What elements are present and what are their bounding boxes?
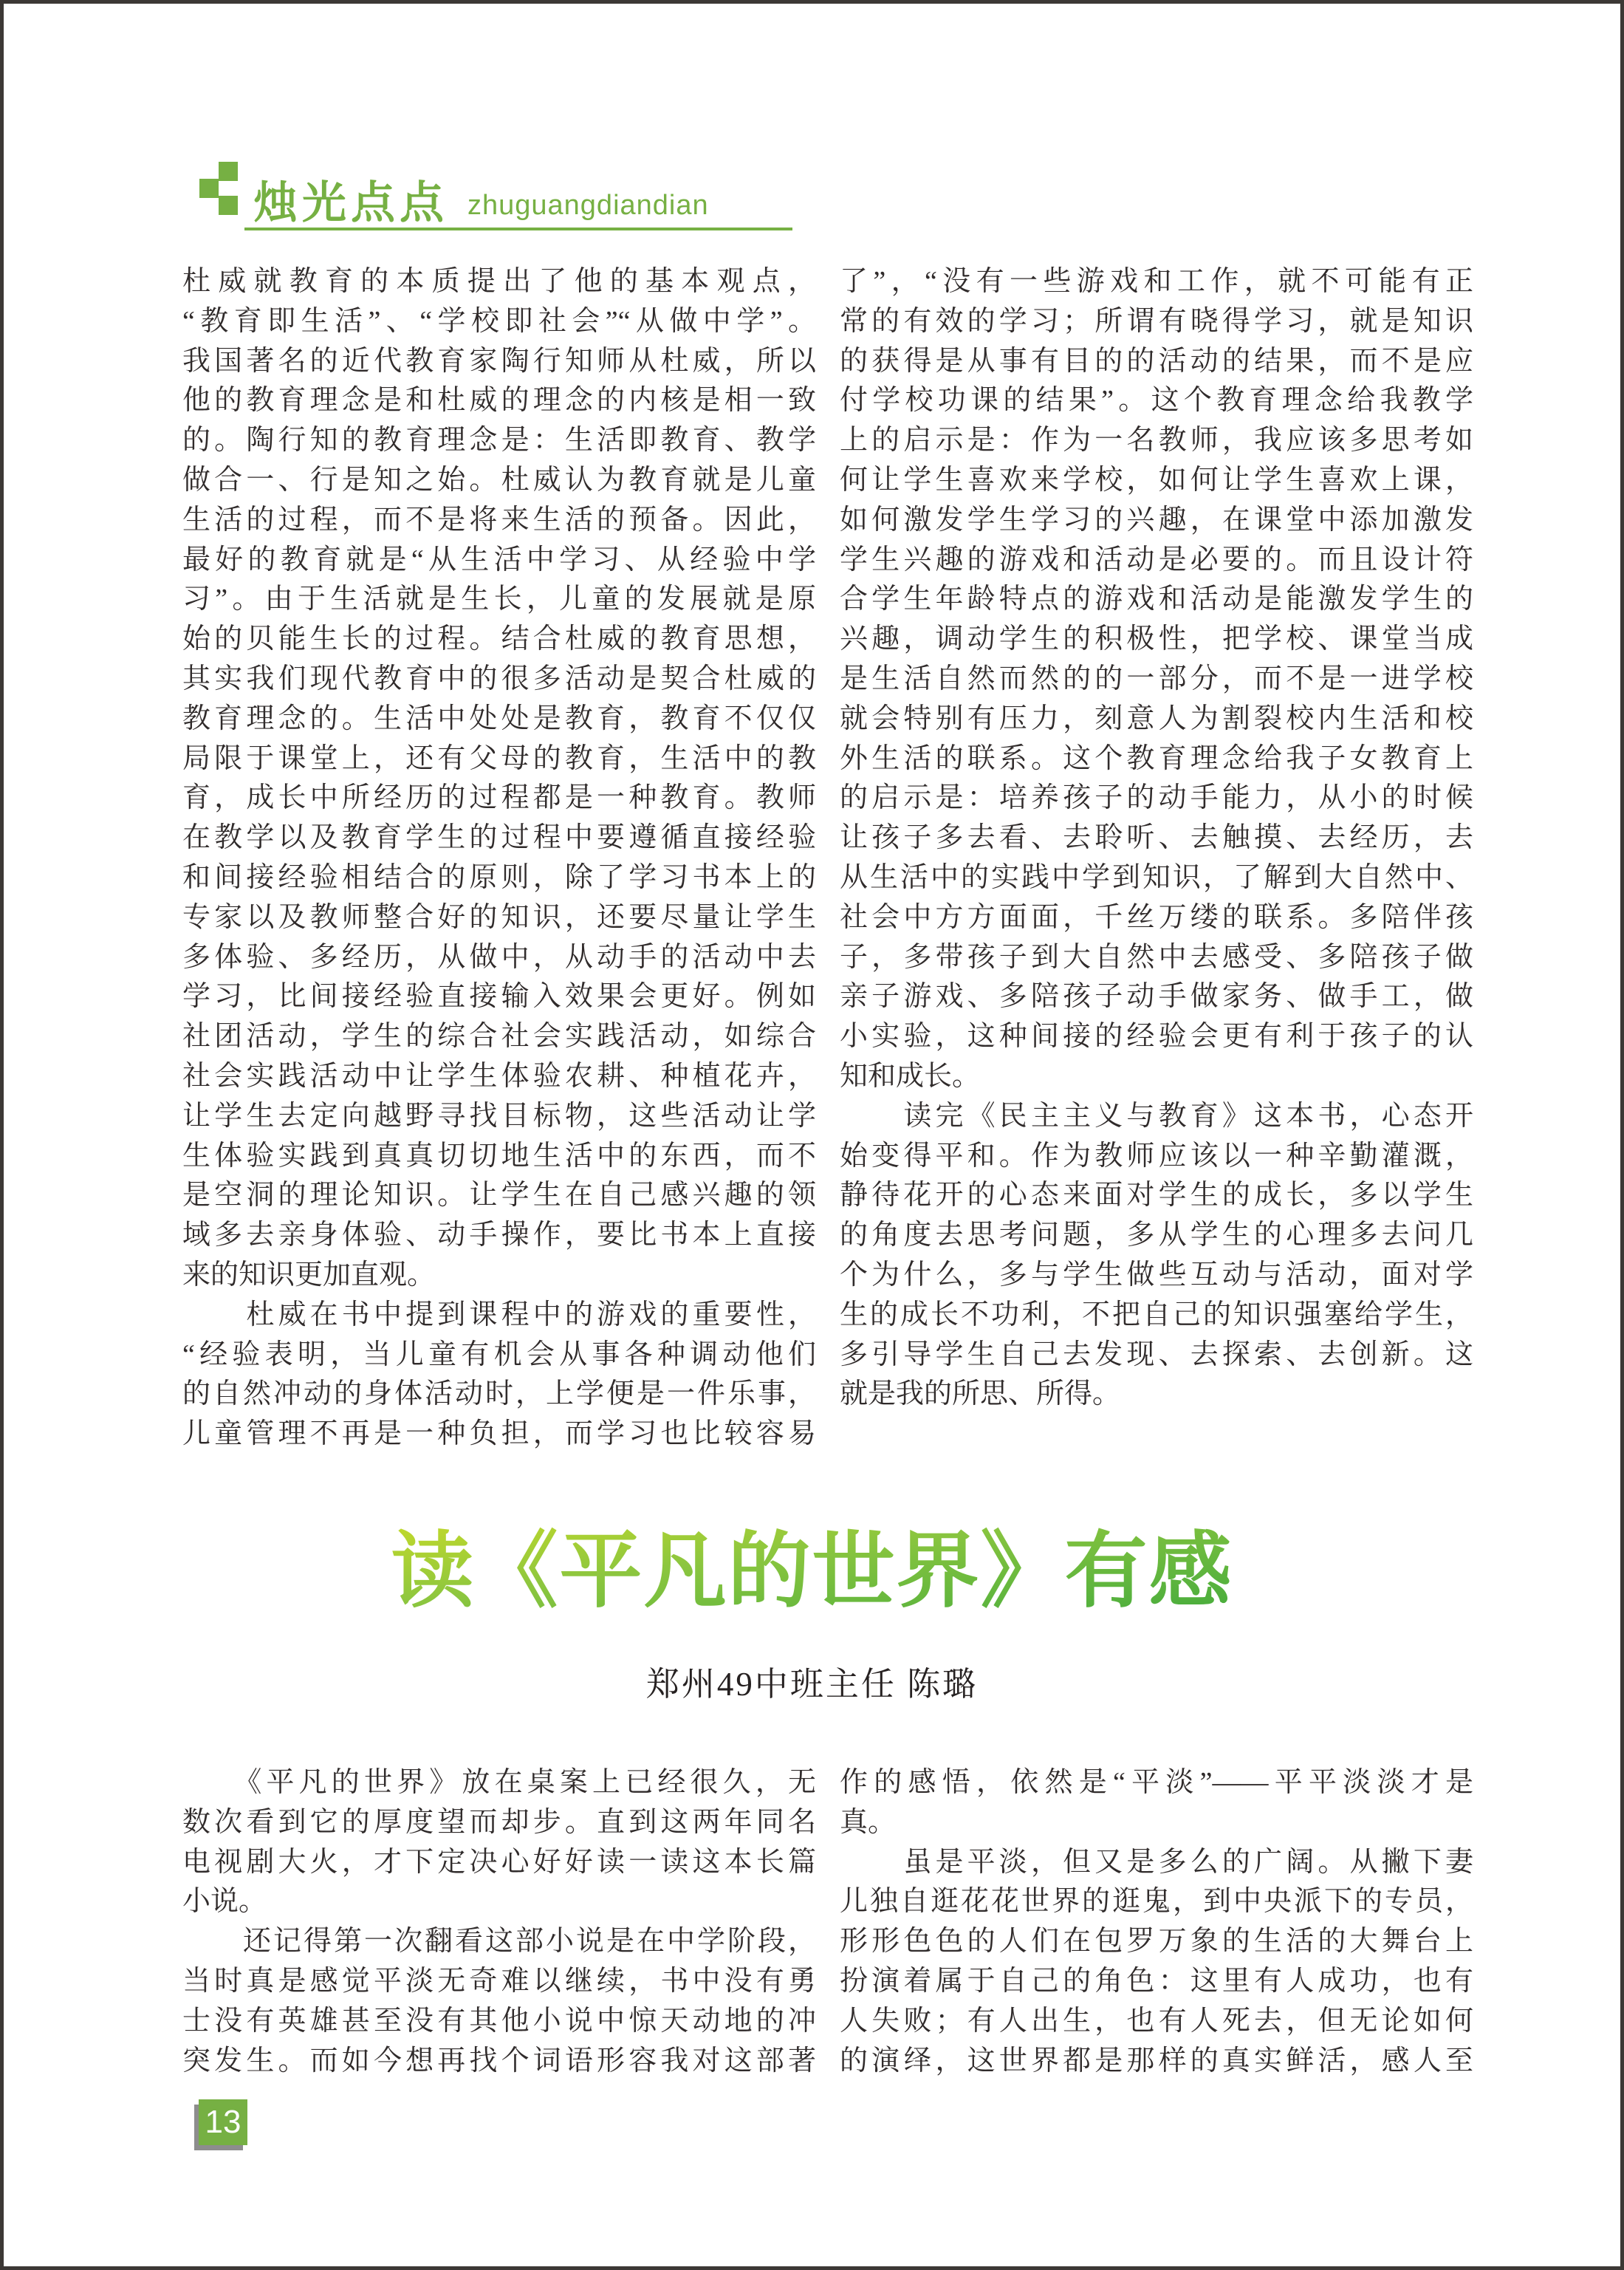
text-line: 上的启示是：作为一名教师，我应该多思考如 <box>840 425 1473 457</box>
text-line: 电视剧大火，才下定决心好好读一读这本长篇 <box>182 1846 816 1878</box>
text-line: 从生活中的实践中学到知识，了解到大自然中、 <box>840 861 1473 893</box>
text-line: 社会实践活动中让学生体验农耕、种植花卉， <box>182 1060 816 1092</box>
text-line: 社团活动，学生的综合社会实践活动，如综合 <box>182 1021 816 1053</box>
text-line: 人失败；有人出生，也有人死去，但无论如何 <box>840 2005 1473 2037</box>
text-line: 亲子游戏、多陪孩子动手做家务、做手工，做 <box>840 981 1473 1013</box>
logo-square-icon <box>219 162 238 181</box>
text-line: 小实验，这种间接的经验会更有利于孩子的认 <box>840 1021 1473 1053</box>
text-line: 静待花开的心态来面对学生的成长，多以学生 <box>840 1180 1473 1211</box>
text-line: 他的教育理念是和杜威的理念的内核是相一致 <box>182 385 816 417</box>
text-line: 和间接经验相结合的原则，除了学习书本上的 <box>182 861 816 893</box>
text-line: 最好的教育就是“从生活中学习、从经验中学 <box>182 544 816 575</box>
article2-title: 读《平凡的世界》有感 <box>4 1505 1620 1624</box>
text-line: 社会中方方面面，千丝万缕的联系。多陪伴孩 <box>840 901 1473 933</box>
text-line: 常的有效的学习；所谓有晓得学习，就是知识 <box>840 305 1473 337</box>
section-title-pinyin: zhuguangdiandian <box>467 190 709 221</box>
text-line: 做合一、行是知之始。杜威认为教育就是儿童 <box>182 464 816 496</box>
text-line: 作的感悟，依然是“平淡”——平平淡淡才是 <box>840 1767 1473 1798</box>
text-line: 杜威就教育的本质提出了他的基本观点， <box>182 266 816 297</box>
page-number-badge: 13 <box>199 2099 247 2145</box>
text-line: 儿独自逛花花世界的逛鬼，到中央派下的专员， <box>840 1886 1473 1918</box>
text-line: 子，多带孩子到大自然中去感受、多陪孩子做 <box>840 941 1473 973</box>
text-line: 是空洞的理论知识。让学生在自己感兴趣的领 <box>182 1180 816 1211</box>
text-line: “教育即生活”、“学校即社会”“从做中学”。 <box>182 305 816 337</box>
text-line: 个为什么，多与学生做些互动与活动，面对学 <box>840 1259 1473 1290</box>
text-line: 其实我们现代教育中的很多活动是契合杜威的 <box>182 663 816 694</box>
text-line: 付学校功课的结果”。这个教育理念给我教学 <box>840 385 1473 417</box>
text-line: 习”。由于生活就是生长，儿童的发展就是原 <box>182 584 816 615</box>
text-line: 育，成长中所经历的过程都是一种教育。教师 <box>182 782 816 814</box>
text-line: 何让学生喜欢来学校，如何让学生喜欢上课， <box>840 464 1473 496</box>
text-line: 始变得平和。作为教师应该以一种辛勤灌溉， <box>840 1140 1473 1172</box>
text-line: “经验表明，当儿童有机会从事各种调动他们 <box>182 1339 816 1370</box>
text-line: 就是我的所思、所得。 <box>840 1378 1121 1410</box>
text-line: 多引导学生自己去发现、去探索、去创新。这 <box>840 1339 1473 1370</box>
text-line: 多体验、多经历，从做中，从动手的活动中去 <box>182 941 816 973</box>
text-line: 在教学以及教育学生的过程中要遵循直接经验 <box>182 822 816 854</box>
text-line: 专家以及教师整合好的知识，还要尽量让学生 <box>182 901 816 933</box>
text-line: 士没有英雄甚至没有其他小说中惊天动地的冲 <box>182 2005 816 2037</box>
text-line: 儿童管理不再是一种负担，而学习也比较容易 <box>182 1418 816 1450</box>
text-line: 生活的过程，而不是将来生活的预备。因此， <box>182 504 816 536</box>
text-line: 还记得第一次翻看这部小说是在中学阶段， <box>182 1926 816 1958</box>
text-line: 形形色色的人们在包罗万象的生活的大舞台上 <box>840 1926 1473 1958</box>
text-line: 真。 <box>840 1806 897 1838</box>
text-line: 数次看到它的厚度望而却步。直到这两年同名 <box>182 1806 816 1838</box>
article2-left-column <box>182 1763 816 2081</box>
section-title: 烛光点点 <box>253 178 448 228</box>
text-line: 虽是平淡，但又是多么的广阔。从撇下妻 <box>840 1846 1473 1878</box>
text-line: 的演绎，这世界都是那样的真实鲜活，感人至 <box>840 2045 1473 2076</box>
text-line: 小说。 <box>182 1886 267 1918</box>
text-line: 生体验实践到真真切切地生活中的东西，而不 <box>182 1140 816 1172</box>
text-line: 突发生。而如今想再找个词语形容我对这部著 <box>182 2045 816 2076</box>
text-line: 知和成长。 <box>840 1060 981 1092</box>
text-line: 让孩子多去看、去聆听、去触摸、去经历，去 <box>840 822 1473 854</box>
article2-right-column <box>840 1763 1473 2081</box>
text-line: 学习，比间接经验直接输入效果会更好。例如 <box>182 981 816 1013</box>
article1-left-column <box>182 262 816 1454</box>
logo-square-icon <box>199 179 219 198</box>
text-line: 教育理念的。生活中处处是教育，教育不仅仅 <box>182 702 816 734</box>
text-line: 是生活自然而然的的一部分，而不是一进学校 <box>840 663 1473 694</box>
text-line: 了”，“没有一些游戏和工作，就不可能有正 <box>840 266 1473 297</box>
text-line: 的获得是从事有目的的活动的结果，而不是应 <box>840 345 1473 377</box>
text-line: 的启示是：培养孩子的动手能力，从小的时候 <box>840 782 1473 814</box>
text-line: 如何激发学生学习的兴趣，在课堂中添加激发 <box>840 504 1473 536</box>
article2-author: 郑州49中班主任 陈璐 <box>645 1666 979 1703</box>
text-line: 我国著名的近代教育家陶行知师从杜威，所以 <box>182 345 816 377</box>
text-line: 局限于课堂上，还有父母的教育，生活中的教 <box>182 742 816 774</box>
text-line: 扮演着属于自己的角色：这里有人成功，也有 <box>840 1965 1473 1997</box>
text-line: 让学生去定向越野寻找目标物，这些活动让学 <box>182 1100 816 1132</box>
text-line: 域多去亲身体验、动手操作，要比书本上直接 <box>182 1220 816 1251</box>
text-line: 当时真是感觉平淡无奇难以继续，书中没有勇 <box>182 1965 816 1997</box>
text-line: 杜威在书中提到课程中的游戏的重要性， <box>182 1299 816 1330</box>
text-line: 外生活的联系。这个教育理念给我子女教育上 <box>840 742 1473 774</box>
text-line: 来的知识更加直观。 <box>182 1259 436 1290</box>
logo-square-icon <box>219 196 238 215</box>
text-line: 合学生年龄特点的游戏和活动是能激发学生的 <box>840 584 1473 615</box>
header-underline <box>244 228 792 230</box>
article1-right-column <box>840 262 1473 1415</box>
text-line: 读完《民主主义与教育》这本书，心态开 <box>840 1100 1473 1132</box>
text-line: 兴趣，调动学生的积极性，把学校、课堂当成 <box>840 623 1473 655</box>
text-line: 生的成长不功利，不把自己的知识强塞给学生， <box>840 1299 1473 1330</box>
text-line: 就会特别有压力，刻意人为割裂校内生活和校 <box>840 702 1473 734</box>
text-line: 学生兴趣的游戏和活动是必要的。而且设计符 <box>840 544 1473 575</box>
text-line: 始的贝能生长的过程。结合杜威的教育思想， <box>182 623 816 655</box>
text-line: 《平凡的世界》放在桌案上已经很久，无 <box>182 1767 816 1798</box>
text-line: 的。陶行知的教育理念是：生活即教育、教学 <box>182 425 816 457</box>
text-line: 的角度去思考问题，多从学生的心理多去问几 <box>840 1220 1473 1251</box>
text-line: 的自然冲动的身体活动时，上学便是一件乐事， <box>182 1378 816 1410</box>
